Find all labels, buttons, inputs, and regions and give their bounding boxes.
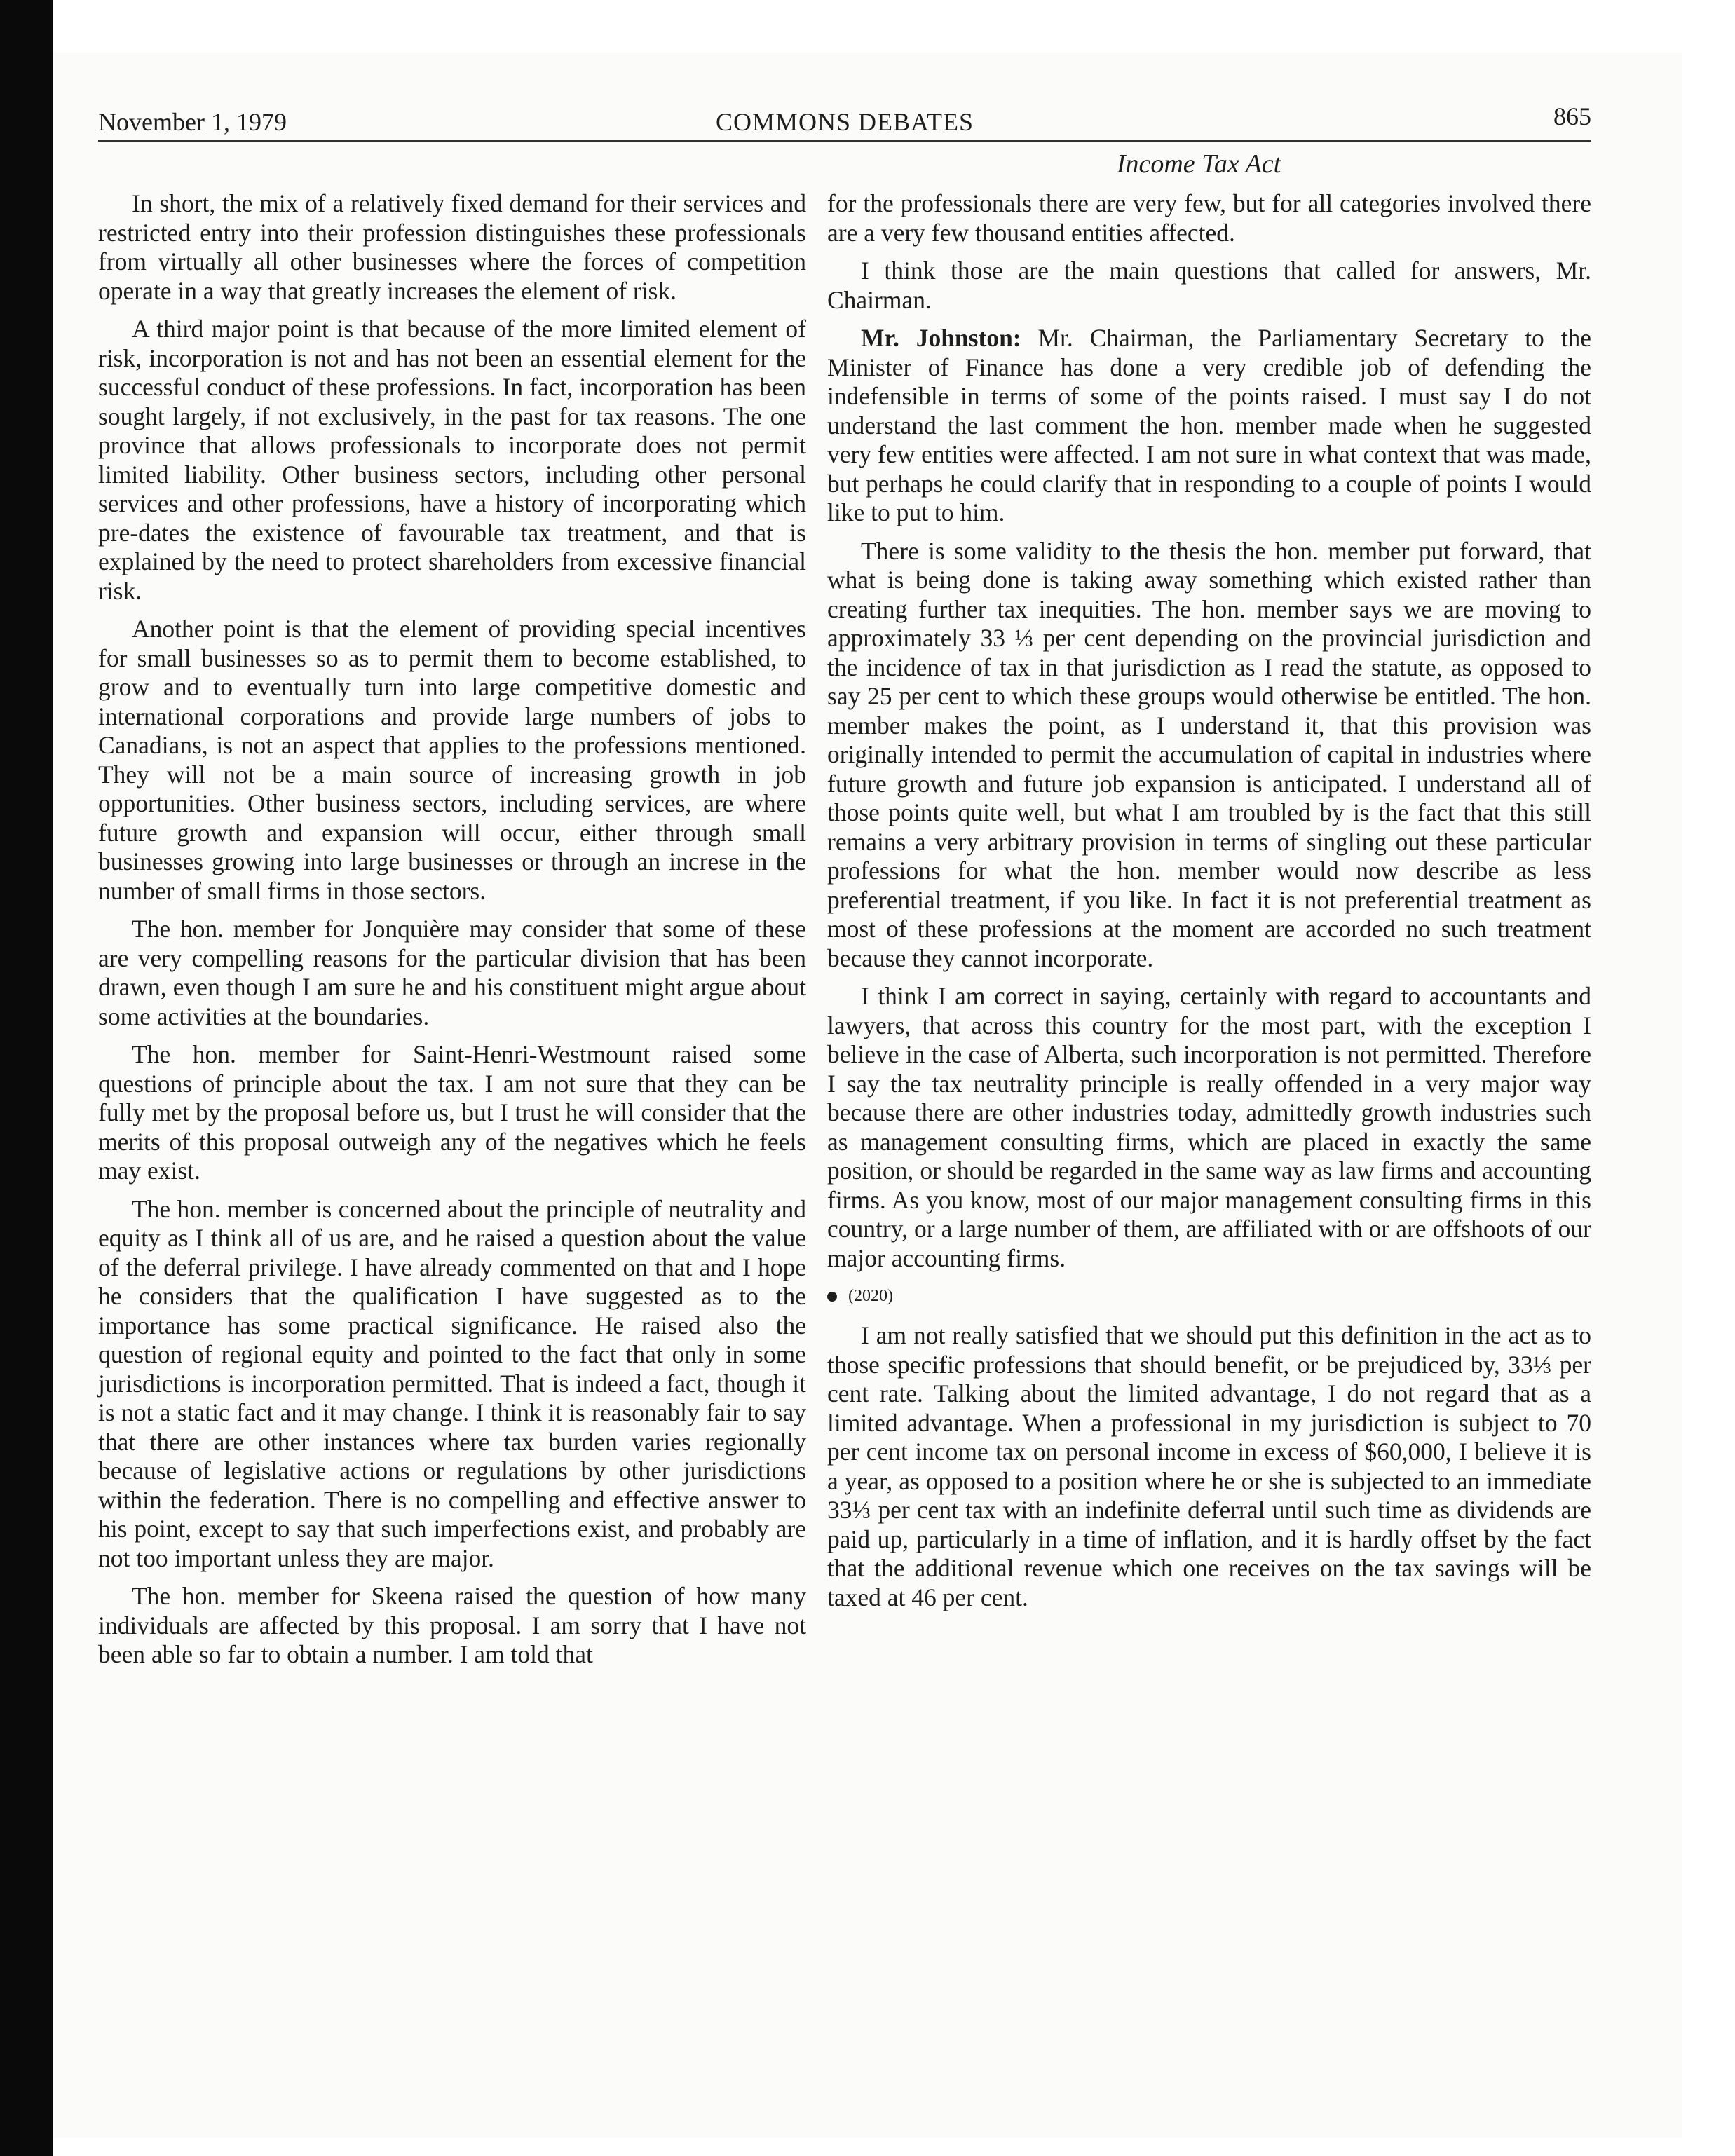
page-header: [98, 104, 1591, 142]
paragraph: I think I am correct in saying, certainly with regard to accountants and lawyers, that across this country for the most part, with the exception I believe in the case of Alberta, such incorporation is not permitted. Therefore I say the tax neutrality principle is really offended in a very major way because there are other industries today, admittedly growth industries such as management consulting firms, which are placed in exactly the same position, or should be regarded in the same way as law firms and accounting firms. As you know, most of our major management consulting firms in this country, or a large number of them, are affiliated with or are offshoots of our major accounting firms.: [827, 982, 1591, 1272]
header-title: COMMONS DEBATES: [715, 108, 974, 136]
speech-paragraph: [827, 324, 1591, 528]
page-number: 865: [1553, 102, 1591, 130]
running-head: Income Tax Act: [1116, 149, 1281, 179]
paragraph: The hon. member for Skeena raised the question of how many individuals are affected by this proposal. I am sorry that I have not been able so far to obtain a number. I am told that: [98, 1582, 806, 1668]
scan-border: [0, 0, 53, 2156]
right-column: [827, 189, 1591, 1621]
time-marker: [827, 1282, 1591, 1310]
paragraph: The hon. member is concerned about the principle of neutrality and equity as I think all of us are, and he raised a question about the value of the deferral privilege. I have already commented on that and I hope he considers that the qualification I have suggested as to the importance has some practical significance. He raised also the question of regional equity and pointed to the fact that only in some jurisdictions is incorporation permitted. That is indeed a fact, though it is not a static fact and it may change. I think it is reasonably fair to say that there are other instances where tax burden varies regionally because of legislative actions or regulations by other jurisdictions within the federation. There is no compelling and effective answer to his point, except to say that such imperfections exist, and probably are not too important unless they are major.: [98, 1194, 806, 1572]
paragraph: I think those are the main questions that called for answers, Mr. Chairman.: [827, 257, 1591, 314]
header-date: November 1, 1979: [98, 108, 287, 136]
speaker-name: Mr. Johnston:: [861, 324, 1021, 352]
paragraph: The hon. member for Saint-Henri-Westmount raised some questions of principle about the tax. I am not sure that they can be fully met by the proposal before us, but I trust he will consider that the merits of this proposal outweigh any of the negatives which he feels may exist.: [98, 1040, 806, 1185]
paragraph: There is some validity to the thesis the hon. member put forward, that what is being done is taking away something which existed rather than creating further tax inequities. The hon. member says we are moving to approximately 33 ⅓ per cent depending on the provincial jurisdiction and the incidence of tax in that jurisdiction as I read the statute, as opposed to say 25 per cent to which these groups would otherwise be entitled. The hon. member makes the point, as I understand it, that this provision was originally intended to permit the accumulation of capital in industries where future growth and future job expansion is anticipated. I understand all of those points quite well, but what I am troubled by is the fact that this still remains a very arbitrary provision in terms of singling out these particular professions for what the hon. member would now describe as less preferential treatment, if you like. In fact it is not preferential treatment as most of these professions at the moment are accorded no such treatment because they cannot incorporate.: [827, 536, 1591, 972]
paragraph: In short, the mix of a relatively fixed demand for their services and restricted entry into their profession distinguishes these professionals from virtually all other businesses where the forces of competition operate in a way that greatly increases the element of risk.: [98, 189, 806, 305]
paragraph: A third major point is that because of the more limited element of risk, incorporation is not and has not been an essential element for the successful conduct of these professions. In fact, incorporation has been sought largely, if not exclusively, in the past for tax reasons. The one province that allows professionals to incorporate does not permit limited liability. Other business sectors, including other personal services and other professions, have a history of incorporating which pre-dates the existence of favourable tax treatment, and that is explained by the need to protect shareholders from excessive financial risk.: [98, 315, 806, 605]
paragraph: The hon. member for Jonquière may consider that some of these are very compelling reasons for the particular division that has been drawn, even though I am sure he and his constituent might argue about some activities at the boundaries.: [98, 915, 806, 1030]
time-marker-text: (2020): [848, 1287, 893, 1305]
paragraph: I am not really satisfied that we should put this definition in the act as to those specific professions that should benefit, or be prejudiced by, 33⅓ per cent rate. Talking about the limited advantage, I do not regard that as a limited advantage. When a professional in my jurisdiction is subject to 70 per cent income tax on personal income in excess of $60,000, I believe it is a year, as opposed to a position where he or she is subjected to an immediate 33⅓ per cent tax with an indefinite deferral until such time as dividends are paid up, particularly in a time of inflation, and it is hardly offset by the fact that the additional revenue which one receives on the tax savings will be taxed at 46 per cent.: [827, 1321, 1591, 1611]
paragraph-continuation: for the professionals there are very few, but for all categories involved there are a very few thousand entities affected.: [827, 189, 1591, 247]
speech-text: Mr. Chairman, the Parliamentary Secretary to the Minister of Finance has done a very credible job of defending the indefensible in terms of some of the points raised. I must say I do not understand the last comment the hon. member made when he suggested very few entities were affected. I am not sure in what context that was made, but perhaps he could clarify that in responding to a couple of points I would like to put to him.: [827, 324, 1591, 526]
bullet-icon: [827, 1292, 837, 1302]
paragraph: Another point is that the element of providing special incentives for small businesses so as to permit them to become established, to grow and to eventually turn into large competitive domestic and international corporations and provide large numbers of jobs to Canadians, is not an aspect that applies to the professions mentioned. They will not be a main source of increasing growth in job opportunities. Other business sectors, including services, are where future growth and expansion will occur, either through small businesses growing into large businesses or through an increse in the number of small firms in those sectors.: [98, 615, 806, 905]
scan-margin: [53, 0, 1735, 53]
left-column: [98, 189, 806, 1679]
